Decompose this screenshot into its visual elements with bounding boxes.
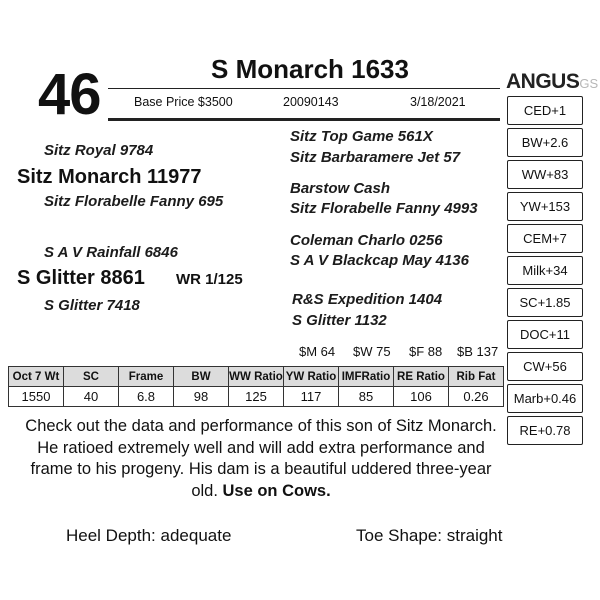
pedigree-dam-sire: S A V Rainfall 6846 [44, 244, 178, 261]
description-text: Check out the data and performance of this son of Sitz Monarch. He ratioed extremely well and will add extra performance and frame to his progeny. His dam is a beautiful uddered three-year old. [25, 417, 497, 500]
perf-value-cell: 0.26 [449, 387, 504, 407]
perf-value-cell: 117 [284, 387, 339, 407]
perf-header-cell: IMFRatio [339, 367, 394, 387]
epd-ced: CED+1 [507, 96, 583, 125]
epd-cem: CEM+7 [507, 224, 583, 253]
pedigree-dam-dam: S Glitter 7418 [44, 297, 140, 314]
epd-milk: Milk+34 [507, 256, 583, 285]
dam-weaning-ratio: WR 1/125 [176, 271, 243, 288]
pedigree-ssd: Sitz Barbaramere Jet 57 [290, 149, 461, 166]
heel-depth: Heel Depth: adequate [66, 526, 232, 545]
angus-gs-logo [506, 71, 598, 92]
lot-number: 46 [38, 62, 101, 127]
perf-header-cell: Rib Fat [449, 367, 504, 387]
performance-table [8, 366, 504, 407]
perf-value-cell: 1550 [9, 387, 64, 407]
dollar-f: $F 88 [409, 344, 443, 359]
pedigree-dds: R&S Expedition 1404 [292, 291, 443, 308]
description-paragraph [20, 416, 502, 502]
pedigree-sire-dam: Sitz Florabelle Fanny 695 [44, 193, 224, 210]
perf-value-cell: 40 [64, 387, 119, 407]
epd-marb: Marb+0.46 [507, 384, 583, 413]
header-rule-bottom [108, 118, 500, 121]
perf-header-cell: Oct 7 Wt [9, 367, 64, 387]
perf-header-cell: YW Ratio [284, 367, 339, 387]
dollar-m: $M 64 [299, 344, 336, 359]
pedigree-ddd: S Glitter 1132 [292, 312, 387, 329]
bull-name-title: S Monarch 1633 [211, 54, 409, 84]
pedigree-dam: S Glitter 8861 [17, 267, 145, 289]
perf-header-cell: SC [64, 367, 119, 387]
perf-value-cell: 106 [394, 387, 449, 407]
perf-header-cell: WW Ratio [229, 367, 284, 387]
pedigree-sdd: Sitz Florabelle Fanny 4993 [290, 200, 478, 217]
pedigree-dsd: S A V Blackcap May 4136 [290, 252, 469, 269]
angus-logo-word: ANGUS [506, 70, 580, 93]
perf-value-cell: 85 [339, 387, 394, 407]
pedigree-sds: Barstow Cash [290, 180, 391, 197]
perf-header-cell: BW [174, 367, 229, 387]
epd-yw: YW+153 [507, 192, 583, 221]
dollar-w: $W 75 [353, 344, 391, 359]
epd-bw: BW+2.6 [507, 128, 583, 157]
registration-number: 20090143 [283, 95, 339, 109]
epd-ww: WW+83 [507, 160, 583, 189]
perf-value-cell: 125 [229, 387, 284, 407]
pedigree-sire-sire: Sitz Royal 9784 [44, 142, 154, 159]
pedigree-dss: Coleman Charlo 0256 [290, 232, 443, 249]
angus-logo-suffix: GS [579, 76, 599, 91]
epd-sc: SC+1.85 [507, 288, 583, 317]
description-emphasis: Use on Cows. [222, 481, 331, 500]
performance-header-row [9, 367, 504, 387]
perf-header-cell: RE Ratio [394, 367, 449, 387]
pedigree-sss: Sitz Top Game 561X [290, 128, 433, 145]
pedigree-sire: Sitz Monarch 11977 [17, 166, 202, 188]
perf-value-cell: 98 [174, 387, 229, 407]
epd-re: RE+0.78 [507, 416, 583, 445]
perf-value-cell: 6.8 [119, 387, 174, 407]
base-price: Base Price $3500 [134, 95, 233, 109]
birth-date: 3/18/2021 [410, 95, 466, 109]
toe-shape: Toe Shape: straight [356, 526, 503, 545]
epd-doc: DOC+11 [507, 320, 583, 349]
epd-cw: CW+56 [507, 352, 583, 381]
perf-header-cell: Frame [119, 367, 174, 387]
dollar-b: $B 137 [457, 344, 499, 359]
header-rule-top [108, 88, 500, 89]
performance-value-row [9, 387, 504, 407]
